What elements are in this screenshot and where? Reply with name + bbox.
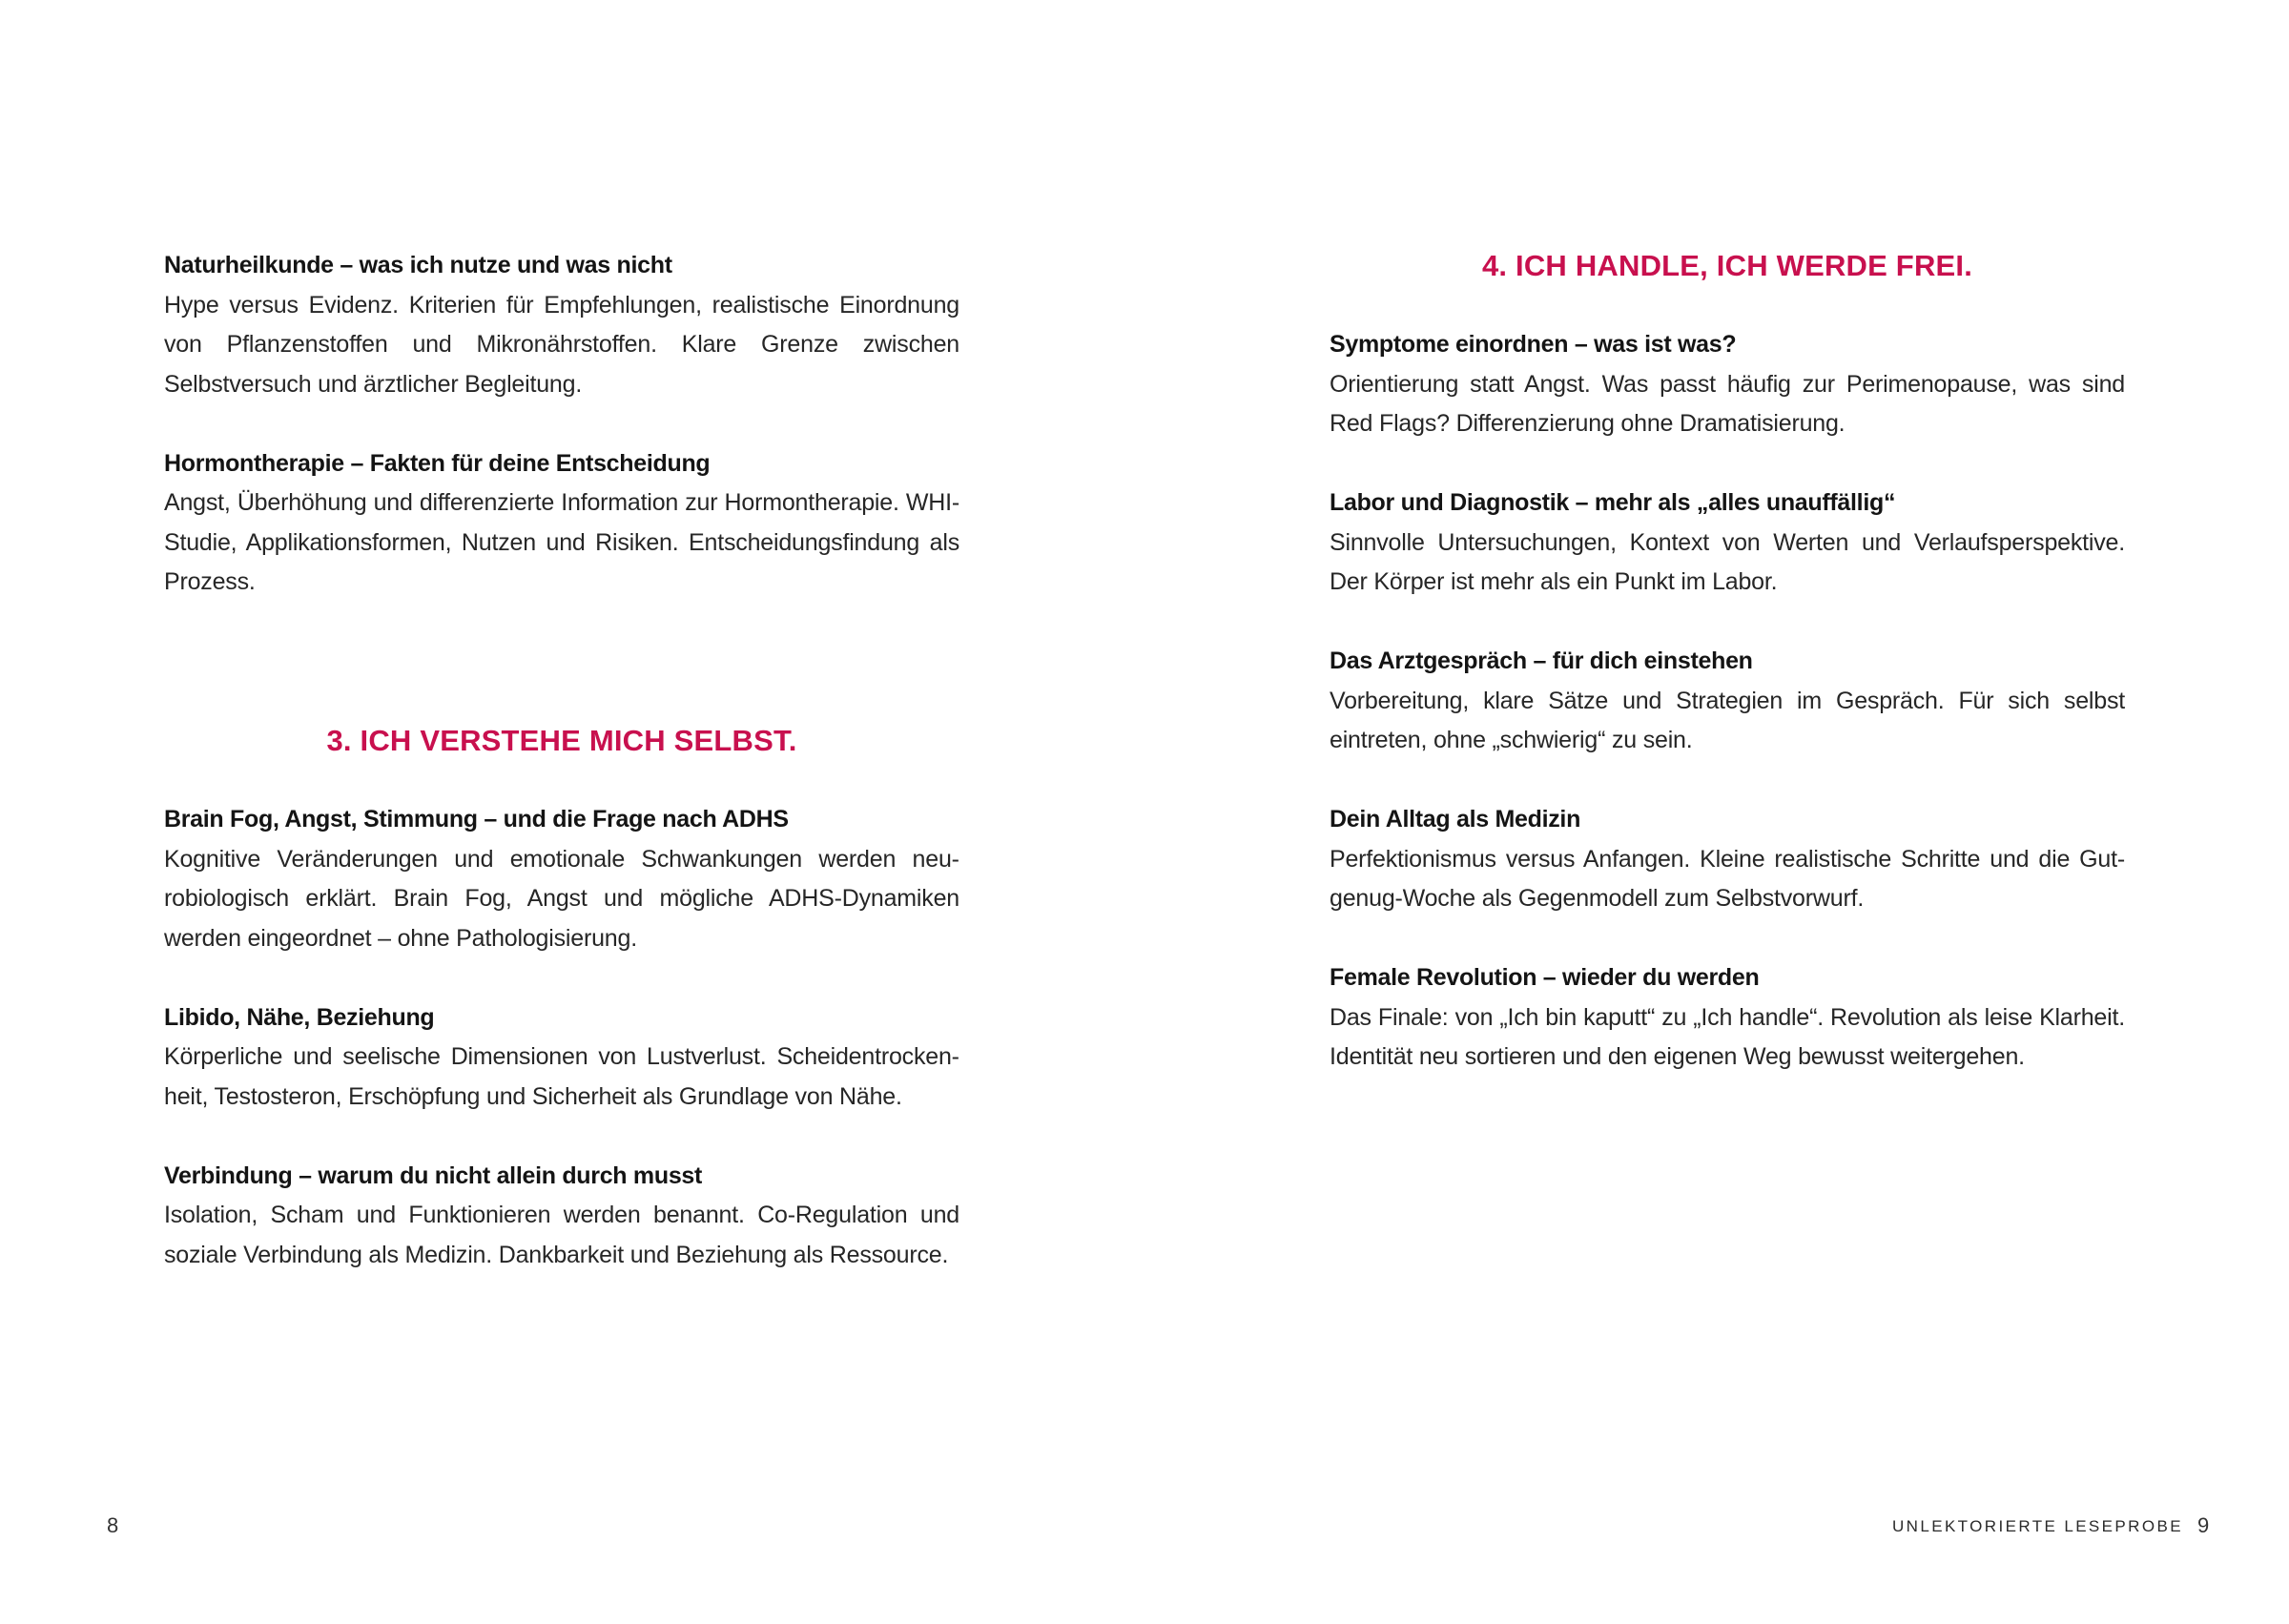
toc-entry xyxy=(164,444,959,603)
toc-entry xyxy=(1330,800,2125,919)
entry-title: Das Arztgespräch – für dich einstehen xyxy=(1330,648,1753,674)
toc-entry xyxy=(164,800,959,958)
left-page-column xyxy=(164,246,959,1275)
entry-title: Libido, Nähe, Beziehung xyxy=(164,1003,435,1031)
section-heading-4: 4. ICH HANDLE, ICH WERDE FREI. xyxy=(1481,249,1973,282)
spacer xyxy=(164,1117,959,1157)
toc-entry xyxy=(1330,325,2125,444)
spacer xyxy=(164,404,959,444)
spacer xyxy=(1330,761,2125,801)
spacer xyxy=(164,958,959,998)
toc-entry xyxy=(1330,958,2125,1078)
spacer xyxy=(1330,286,2125,326)
footer-label: UNLEKTORIERTE LESEPROBE xyxy=(1892,1517,2183,1535)
toc-entry xyxy=(164,998,959,1118)
page-number-left: 8 xyxy=(107,1513,119,1537)
entry-description: Das Finale: von „Ich bin kaputt“ zu „Ich handle“. Revolution als leise Klarheit. Identität neu sortieren und den eigenen Weg bewusst weitergehen. xyxy=(1330,1003,2125,1070)
left-page xyxy=(0,0,1144,1624)
right-page-column xyxy=(1330,246,2125,1078)
page-number-right: 9 xyxy=(2197,1513,2210,1537)
entry-title: Dein Alltag als Medizin xyxy=(1330,806,1581,833)
spacer xyxy=(164,603,959,682)
toc-entry xyxy=(164,1157,959,1276)
section-heading-3: 3. ICH VERSTEHE MICH SELBST. xyxy=(326,724,797,757)
spacer xyxy=(1330,919,2125,959)
entry-description: Körperliche und seelische Dimensionen von Lustverlust. Scheidentrockenheit, Testosteron, Erschöpfung und Sicherheit als Grundlage von Nähe. xyxy=(164,1043,959,1110)
spacer xyxy=(164,761,959,801)
entry-description: Orientierung statt Angst. Was passt häufig zur Perimenopause, was sind Red Flags? Differenzierung ohne Dramatisierung. xyxy=(1330,370,2125,437)
entry-title: Verbindung – warum du nicht allein durch musst xyxy=(164,1161,703,1189)
toc-entry xyxy=(1330,642,2125,761)
toc-entry xyxy=(1330,483,2125,603)
entry-title: Female Revolution – wieder du werden xyxy=(1330,964,1760,991)
right-page xyxy=(1144,0,2289,1624)
entry-description: Sinnvolle Untersuchungen, Kontext von Werten und Verlaufsperspektive. Der Körper ist mehr als ein Punkt im Labor. xyxy=(1330,528,2125,595)
entry-description: Perfektionismus versus Anfangen. Kleine realistische Schritte und die Gut-genug-Woche als Gegenmodell zum Selbstvorwurf. xyxy=(1330,845,2125,912)
entry-title: Naturheilkunde – was ich nutze und was nicht xyxy=(164,252,672,278)
entry-description: Vorbereitung, klare Sätze und Strategien im Gespräch. Für sich selbst eintreten, ohne „schwierig“ zu sein. xyxy=(1330,687,2125,753)
spacer xyxy=(1330,603,2125,643)
entry-title: Labor und Diagnostik – mehr als „alles unauffällig“ xyxy=(1330,489,1896,516)
section-heading-wrap xyxy=(164,682,959,761)
entry-description: Hype versus Evidenz. Kriterien für Empfehlungen, realistische Einordnung von Pflanzenstoffen und Mikronährstoffen. Klare Grenze zwischen Selbstversuch und ärztlicher Begleitung. xyxy=(164,291,959,398)
entry-title: Brain Fog, Angst, Stimmung – und die Frage nach ADHS xyxy=(164,806,789,833)
entry-description: Angst, Überhöhung und differenzierte Information zur Hormontherapie. WHI-Studie, Applikationsformen, Nutzen und Risiken. Entscheidungsfindung als Prozess. xyxy=(164,489,959,595)
toc-entry xyxy=(164,246,959,404)
entry-description: Kognitive Veränderungen und emotionale Schwankungen werden neurobiologisch erklärt. Brain Fog, Angst und mögliche ADHS-Dynamiken werden eingeordnet – ohne Pathologisierung. xyxy=(164,845,959,952)
spacer xyxy=(1330,444,2125,484)
entry-title: Symptome einordnen – was ist was? xyxy=(1330,331,1737,358)
entry-description: Isolation, Scham und Funktionieren werden benannt. Co-Regulation und soziale Verbindung als Medizin. Dankbarkeit und Beziehung als Ressource. xyxy=(164,1202,959,1268)
entry-title: Hormontherapie – Fakten für deine Entscheidung xyxy=(164,449,711,477)
